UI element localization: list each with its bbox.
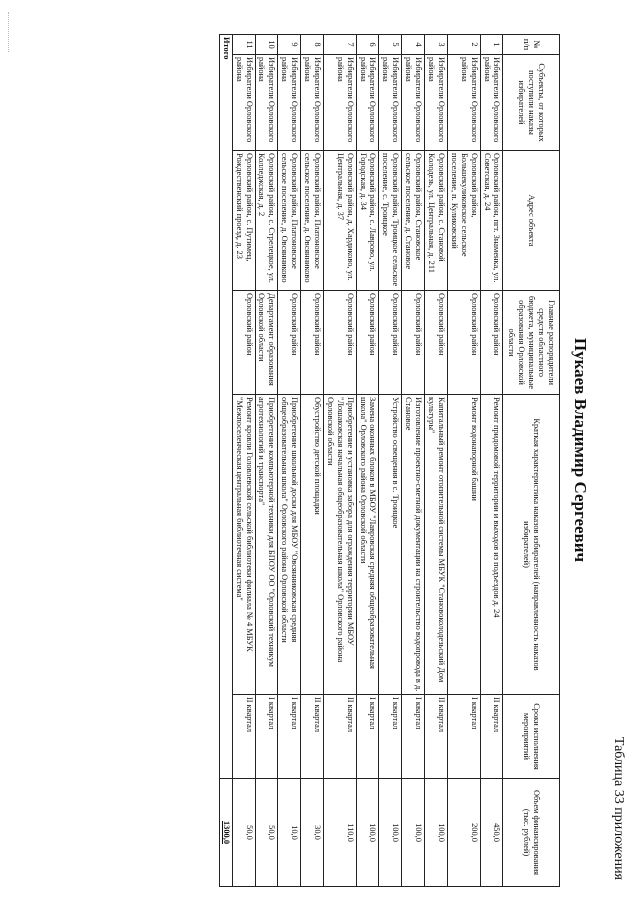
header-number: № п/п xyxy=(503,35,560,55)
cell-description: Замена оконных блоков в МБОУ "Лавровская средняя общеобразовательная школа" Орловского района Орловской области xyxy=(356,395,379,695)
cell-manager: Орловский район xyxy=(425,291,448,395)
cell-subject: Избиратели Орловского района xyxy=(356,55,379,151)
cell-amount: 10,0 xyxy=(278,779,301,887)
table-row xyxy=(232,35,255,887)
cell-manager: Орловский район xyxy=(480,291,503,395)
cell-address: Орловский район, д. Хардиково, ул. Центральная, д. 37 xyxy=(323,151,356,291)
cell-number: 4 xyxy=(402,35,425,55)
cell-address: Орловский район, Платоновское сельское поселение, д. Овсянниково xyxy=(278,151,301,291)
deputy-name: Пукаев Владимир Сергеевич xyxy=(571,337,590,563)
cell-subject: Избиратели Орловского района xyxy=(255,55,278,151)
header-amount: Объем финансирования (тыс. рублей) xyxy=(503,779,560,887)
cell-term: II квартал xyxy=(301,695,324,779)
cell-manager: Департамент образования Орловской области xyxy=(255,291,278,395)
cell-subject: Избиратели Орловского района xyxy=(232,55,255,151)
cell-manager: Орловский район xyxy=(278,291,301,395)
cell-address: Орловский район, с. Становой Колодезь, ул. Центральная, д. 211 xyxy=(425,151,448,291)
cell-term: I квартал xyxy=(255,695,278,779)
total-label: Итого xyxy=(219,35,232,779)
cell-manager: Орловский район xyxy=(379,291,402,395)
cell-amount: 50,0 xyxy=(255,779,278,887)
total-amount: 1300,0 xyxy=(219,779,232,887)
cell-address: Орловский район, Троицкое сельское поселение, с. Троицкое xyxy=(379,151,402,291)
cell-term: II квартал xyxy=(480,695,503,779)
cell-term: I квартал xyxy=(447,695,480,779)
table-caption: Таблица 33 приложения xyxy=(611,736,626,880)
cell-manager: Орловский район xyxy=(356,291,379,395)
cell-address: Орловский район, Платоновское сельское поселение, д. Овсянниково xyxy=(301,151,324,291)
cell-address: Орловский район, с. Стрелецкое, ул. Колледжская, д. 2 xyxy=(255,151,278,291)
cell-amount: 450,0 xyxy=(480,779,503,887)
total-row xyxy=(219,35,232,887)
cell-subject: Избиратели Орловского района xyxy=(278,55,301,151)
cell-term: II квартал xyxy=(323,695,356,779)
cell-number: 7 xyxy=(323,35,356,55)
cell-term: II квартал xyxy=(232,695,255,779)
cell-number: 9 xyxy=(278,35,301,55)
cell-description: Ремонт водонапорной башни xyxy=(447,395,480,695)
header-description: Краткая характеристика наказов избирателей (направленность наказов избирателей) xyxy=(503,395,560,695)
cell-address: Орловский район, с. Лаврово, ул. Городская, д. 34 xyxy=(356,151,379,291)
cell-term: I квартал xyxy=(356,695,379,779)
header-row xyxy=(503,35,560,887)
table-row xyxy=(323,35,356,887)
cell-subject: Избиратели Орловского района xyxy=(447,55,480,151)
cell-manager: Орловский район xyxy=(402,291,425,395)
cell-number: 1 xyxy=(480,35,503,55)
cell-address: Орловский район, Становское сельское поселение, д. Становое xyxy=(402,151,425,291)
orders-table xyxy=(219,34,560,887)
header-subject: Субъекты, от которых поступили наказы избирателей xyxy=(503,55,560,151)
cell-description: Ремонт кровли Головлевской сельской библиотеки филиала № 4 МБУК "Межпоселенческая центральная библиотечная система" xyxy=(232,395,255,695)
cell-amount: 100,0 xyxy=(356,779,379,887)
cell-manager: Орловский район xyxy=(447,291,480,395)
cell-amount: 100,0 xyxy=(379,779,402,887)
cell-amount: 100,0 xyxy=(425,779,448,887)
cell-amount: 100,0 xyxy=(402,779,425,887)
header-manager: Главные распорядители средств областного бюджета, муниципальные образования Орловской области xyxy=(503,291,560,395)
cell-subject: Избиратели Орловского района xyxy=(379,55,402,151)
table-row xyxy=(379,35,402,887)
cell-term: I квартал xyxy=(278,695,301,779)
cell-subject: Избиратели Орловского района xyxy=(402,55,425,151)
cell-description: Капитальный ремонт отопительной системы МБУК "Становоколодезьский Дом культуры" xyxy=(425,395,448,695)
cell-number: 8 xyxy=(301,35,324,55)
cell-subject: Избиратели Орловского района xyxy=(425,55,448,151)
cell-subject: Избиратели Орловского района xyxy=(323,55,356,151)
cell-description: Устройство освещения в с. Троицкое xyxy=(379,395,402,695)
cell-number: 11 xyxy=(232,35,255,55)
cell-term: I квартал xyxy=(379,695,402,779)
header-term: Сроки исполнения мероприятий xyxy=(503,695,560,779)
cell-number: 6 xyxy=(356,35,379,55)
table-row xyxy=(425,35,448,887)
cell-subject: Избиратели Орловского района xyxy=(480,55,503,151)
cell-description: Обустройство детской площадки xyxy=(301,395,324,695)
table-row xyxy=(301,35,324,887)
cell-description: Приобретение школьной доски для МБОУ "Овсянниковская средняя общеобразовательная школа" Орловского района Орловской области xyxy=(278,395,301,695)
table-row xyxy=(447,35,480,887)
cell-manager: Орловский район xyxy=(301,291,324,395)
header-address: Адрес объекта xyxy=(503,151,560,291)
rotated-content xyxy=(10,14,630,886)
cell-manager: Орловский район xyxy=(323,291,356,395)
cell-address: Орловский район, пгт. Знаменка, ул. Советская, д. 24 xyxy=(480,151,503,291)
cell-number: 3 xyxy=(425,35,448,55)
cell-amount: 50,0 xyxy=(232,779,255,887)
cell-term: II квартал xyxy=(425,695,448,779)
cell-subject: Избиратели Орловского района xyxy=(301,55,324,151)
table-row xyxy=(402,35,425,887)
cell-amount: 110,0 xyxy=(323,779,356,887)
table-row xyxy=(278,35,301,887)
cell-description: Приобретение компьютерной техники для БПОУ ОО "Орловский техникум агротехнологий и транспорта" xyxy=(255,395,278,695)
cell-manager: Орловский район xyxy=(232,291,255,395)
cell-number: 2 xyxy=(447,35,480,55)
cell-description: Приобретение и установка забора для ограждения территории МБОУ "Лошаковская начальная общеобразовательная школа" Орловского района Орловской области xyxy=(323,395,356,695)
cell-term: I квартал xyxy=(402,695,425,779)
cell-address: Орловский район, Большекуликовское сельское поселение, п. Куликовский xyxy=(447,151,480,291)
cell-amount: 30,0 xyxy=(301,779,324,887)
cell-description: Изготовление проектно-сметной документации на строительство водопровода в д. Становое xyxy=(402,395,425,695)
table-row xyxy=(255,35,278,887)
cell-address: Орловский район, с. Путимец, Рождественский проезд, д. 23 xyxy=(232,151,255,291)
cell-number: 10 xyxy=(255,35,278,55)
table-row xyxy=(356,35,379,887)
table-row xyxy=(480,35,503,887)
cell-description: Ремонт придомовой территории и выходов из подъездов д. 24 xyxy=(480,395,503,695)
cell-amount: 200,0 xyxy=(447,779,480,887)
cell-number: 5 xyxy=(379,35,402,55)
